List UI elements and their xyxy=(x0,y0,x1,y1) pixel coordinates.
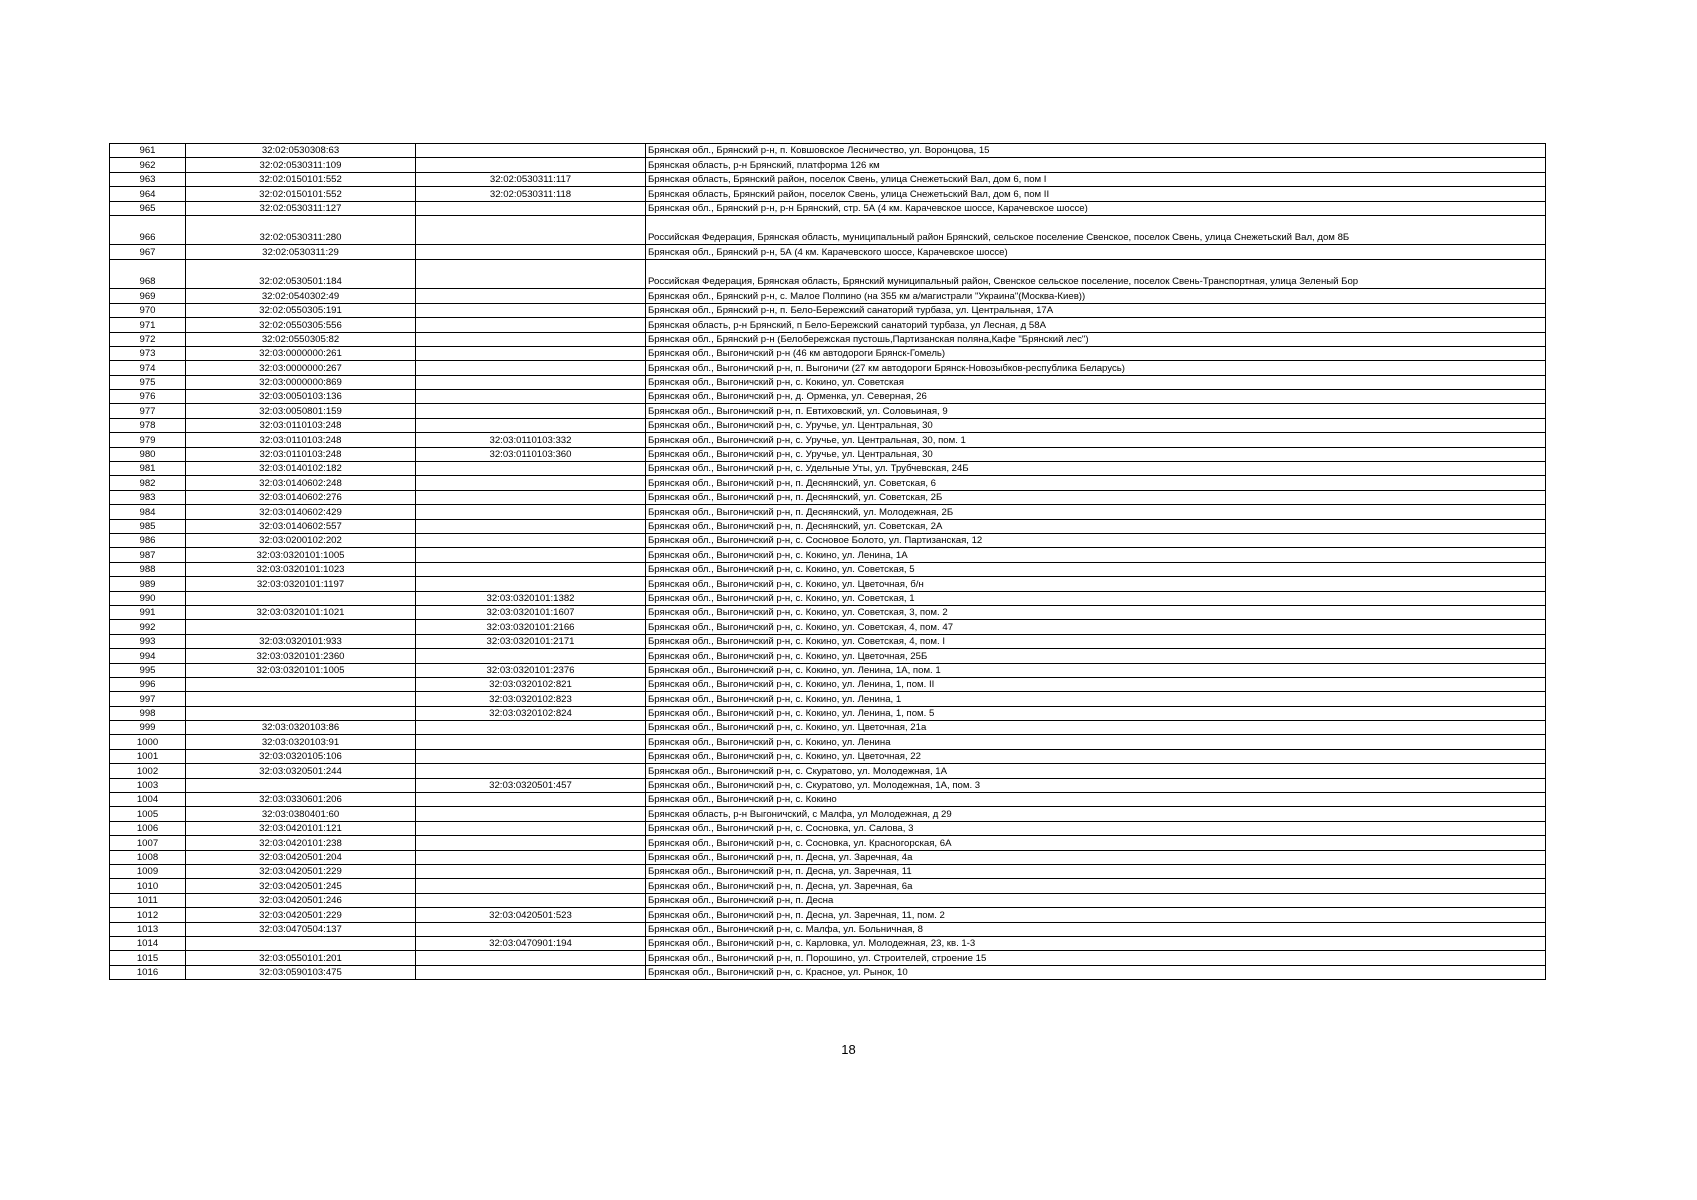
table-row xyxy=(110,706,1546,720)
address-cell: Брянская обл., Брянский р-н, с. Малое Полпино (на 355 км а/магистрали "Украина"(Москва-Киев)) xyxy=(646,289,1546,303)
room-cadastral-number-cell xyxy=(416,390,646,404)
room-cadastral-number-cell xyxy=(416,735,646,749)
row-number-cell: 968 xyxy=(110,259,186,289)
room-cadastral-number-cell xyxy=(416,749,646,763)
address-cell: Брянская обл., Выгоничский р-н, с. Кокино, ул. Ленина, 1, пом. II xyxy=(646,677,1546,691)
row-number-cell: 975 xyxy=(110,375,186,389)
room-cadastral-number-cell: 32:02:0530311:118 xyxy=(416,187,646,201)
cadastral-number-cell: 32:03:0590103:475 xyxy=(186,965,416,979)
table-row xyxy=(110,201,1546,215)
address-cell: Брянская обл., Выгоничский р-н, п. Деснянский, ул. Советская, 2Б xyxy=(646,490,1546,504)
address-cell: Брянская обл., Выгоничский р-н (46 км автодороги Брянск-Гомель) xyxy=(646,346,1546,360)
row-number-cell: 977 xyxy=(110,404,186,418)
room-cadastral-number-cell xyxy=(416,519,646,533)
room-cadastral-number-cell: 32:03:0320501:457 xyxy=(416,778,646,792)
table-row xyxy=(110,951,1546,965)
room-cadastral-number-cell: 32:03:0320102:821 xyxy=(416,677,646,691)
address-cell: Брянская обл., Выгоничский р-н, с. Кокино, ул. Ленина, 1А xyxy=(646,548,1546,562)
table-row xyxy=(110,447,1546,461)
table-row xyxy=(110,476,1546,490)
address-cell: Брянская обл., Выгоничский р-н, с. Кокино, ул. Ленина, 1А, пом. 1 xyxy=(646,663,1546,677)
row-number-cell: 1005 xyxy=(110,807,186,821)
cadastral-number-cell: 32:03:0000000:267 xyxy=(186,361,416,375)
address-cell: Брянская обл., Выгоничский р-н, с. Кокино, ул. Ленина xyxy=(646,735,1546,749)
address-cell: Брянская обл., Выгоничский р-н, п. Десна, ул. Заречная, 11 xyxy=(646,864,1546,878)
table-body xyxy=(110,144,1546,980)
table-row xyxy=(110,821,1546,835)
cadastral-number-cell: 32:02:0550305:556 xyxy=(186,318,416,332)
table-row xyxy=(110,605,1546,619)
address-cell: Брянская обл., Выгоничский р-н, с. Кокино, ул. Советская, 1 xyxy=(646,591,1546,605)
row-number-cell: 962 xyxy=(110,158,186,172)
row-number-cell: 998 xyxy=(110,706,186,720)
row-number-cell: 1007 xyxy=(110,836,186,850)
table-row xyxy=(110,505,1546,519)
table-row xyxy=(110,332,1546,346)
row-number-cell: 981 xyxy=(110,462,186,476)
row-number-cell: 973 xyxy=(110,346,186,360)
table-row xyxy=(110,462,1546,476)
table-row xyxy=(110,764,1546,778)
room-cadastral-number-cell xyxy=(416,404,646,418)
table-row xyxy=(110,490,1546,504)
address-cell: Брянская обл., Выгоничский р-н, с. Кокино, ул. Цветочная, 22 xyxy=(646,749,1546,763)
table-row xyxy=(110,158,1546,172)
table-row xyxy=(110,289,1546,303)
room-cadastral-number-cell xyxy=(416,418,646,432)
address-cell: Брянская обл., Выгоничский р-н, с. Скуратово, ул. Молодежная, 1А xyxy=(646,764,1546,778)
address-cell: Брянская обл., Выгоничский р-н, с. Кокино, ул. Советская, 5 xyxy=(646,562,1546,576)
table-row xyxy=(110,721,1546,735)
cadastral-number-cell: 32:03:0550101:201 xyxy=(186,951,416,965)
room-cadastral-number-cell xyxy=(416,158,646,172)
address-cell: Брянская обл., Выгоничский р-н, с. Кокино xyxy=(646,793,1546,807)
row-number-cell: 995 xyxy=(110,663,186,677)
table-row xyxy=(110,936,1546,950)
room-cadastral-number-cell xyxy=(416,462,646,476)
room-cadastral-number-cell xyxy=(416,649,646,663)
row-number-cell: 1012 xyxy=(110,908,186,922)
room-cadastral-number-cell xyxy=(416,259,646,289)
address-cell: Брянская обл., Выгоничский р-н, с. Кокино, ул. Ленина, 1 xyxy=(646,692,1546,706)
cadastral-number-cell: 32:03:0140602:429 xyxy=(186,505,416,519)
row-number-cell: 993 xyxy=(110,634,186,648)
room-cadastral-number-cell xyxy=(416,332,646,346)
table-row xyxy=(110,620,1546,634)
address-cell: Российская Федерация, Брянская область, муниципальный район Брянский, сельское поселение Свенское, поселок Свень, улица Снежетьский Вал, дом 8Б xyxy=(646,215,1546,245)
address-cell: Брянская обл., Выгоничский р-н, с. Сосновка, ул. Салова, 3 xyxy=(646,821,1546,835)
address-cell: Брянская обл., Брянский р-н, р-н Брянский, стр. 5А (4 км. Карачевское шоссе, Карачевское шоссе) xyxy=(646,201,1546,215)
address-cell: Брянская обл., Выгоничский р-н, с. Скуратово, ул. Молодежная, 1А, пом. 3 xyxy=(646,778,1546,792)
room-cadastral-number-cell: 32:03:0320101:1382 xyxy=(416,591,646,605)
room-cadastral-number-cell: 32:03:0110103:360 xyxy=(416,447,646,461)
cadastral-number-cell: 32:03:0320101:1021 xyxy=(186,605,416,619)
address-cell: Брянская обл., Выгоничский р-н, с. Кокино, ул. Советская, 4, пом. I xyxy=(646,634,1546,648)
cadastral-number-cell xyxy=(186,706,416,720)
address-cell: Брянская область, р-н Брянский, платформа 126 км xyxy=(646,158,1546,172)
row-number-cell: 999 xyxy=(110,721,186,735)
room-cadastral-number-cell xyxy=(416,505,646,519)
cadastral-number-cell: 32:03:0420101:238 xyxy=(186,836,416,850)
cadastral-number-cell: 32:03:0420101:121 xyxy=(186,821,416,835)
address-cell: Брянская обл., Брянский р-н, 5А (4 км. Карачевского шоссе, Карачевское шоссе) xyxy=(646,245,1546,259)
table-row xyxy=(110,677,1546,691)
room-cadastral-number-cell: 32:02:0530311:117 xyxy=(416,172,646,186)
table-row xyxy=(110,346,1546,360)
table-row xyxy=(110,187,1546,201)
room-cadastral-number-cell: 32:03:0320101:1607 xyxy=(416,605,646,619)
cadastral-number-cell: 32:03:0330601:206 xyxy=(186,793,416,807)
cadastral-number-cell: 32:03:0320501:244 xyxy=(186,764,416,778)
room-cadastral-number-cell xyxy=(416,807,646,821)
address-cell: Брянская обл., Выгоничский р-н, п. Деснянский, ул. Советская, 2А xyxy=(646,519,1546,533)
row-number-cell: 974 xyxy=(110,361,186,375)
room-cadastral-number-cell xyxy=(416,361,646,375)
table-row xyxy=(110,807,1546,821)
row-number-cell: 1011 xyxy=(110,893,186,907)
address-cell: Брянская обл., Брянский р-н (Белобережская пустошь,Партизанская поляна,Кафе "Брянский лес") xyxy=(646,332,1546,346)
row-number-cell: 967 xyxy=(110,245,186,259)
cadastral-number-cell: 32:02:0530501:184 xyxy=(186,259,416,289)
table-row xyxy=(110,562,1546,576)
cadastral-number-cell: 32:03:0320101:1005 xyxy=(186,663,416,677)
row-number-cell: 1009 xyxy=(110,864,186,878)
table-row xyxy=(110,172,1546,186)
address-cell: Брянская обл., Выгоничский р-н, с. Кокино, ул. Советская xyxy=(646,375,1546,389)
row-number-cell: 969 xyxy=(110,289,186,303)
table-row xyxy=(110,850,1546,864)
table-row xyxy=(110,778,1546,792)
room-cadastral-number-cell: 32:03:0320102:823 xyxy=(416,692,646,706)
address-cell: Брянская область, р-н Выгоничский, с Малфа, ул Молодежная, д 29 xyxy=(646,807,1546,821)
row-number-cell: 1013 xyxy=(110,922,186,936)
row-number-cell: 990 xyxy=(110,591,186,605)
address-cell: Брянская обл., Выгоничский р-н, с. Сосновое Болото, ул. Партизанская, 12 xyxy=(646,533,1546,547)
cadastral-number-cell xyxy=(186,778,416,792)
cadastral-number-cell: 32:03:0420501:245 xyxy=(186,879,416,893)
room-cadastral-number-cell xyxy=(416,318,646,332)
address-cell: Брянская область, р-н Брянский, п Бело-Бережский санаторий турбаза, ул Лесная, д 58А xyxy=(646,318,1546,332)
row-number-cell: 980 xyxy=(110,447,186,461)
room-cadastral-number-cell xyxy=(416,951,646,965)
cadastral-number-cell: 32:03:0420501:229 xyxy=(186,864,416,878)
cadastral-number-cell: 32:03:0140602:276 xyxy=(186,490,416,504)
table-row xyxy=(110,749,1546,763)
row-number-cell: 971 xyxy=(110,318,186,332)
address-cell: Брянская обл., Выгоничский р-н, п. Выгоничи (27 км автодороги Брянск-Новозыбков-республика Беларусь) xyxy=(646,361,1546,375)
address-cell: Брянская обл., Выгоничский р-н, с. Кокино, ул. Цветочная, 21а xyxy=(646,721,1546,735)
row-number-cell: 985 xyxy=(110,519,186,533)
cadastral-number-cell xyxy=(186,677,416,691)
room-cadastral-number-cell xyxy=(416,821,646,835)
table-row xyxy=(110,519,1546,533)
address-cell: Брянская обл., Выгоничский р-н, д. Орменка, ул. Северная, 26 xyxy=(646,390,1546,404)
cadastral-number-cell: 32:03:0110103:248 xyxy=(186,418,416,432)
cadastral-number-cell: 32:03:0200102:202 xyxy=(186,533,416,547)
row-number-cell: 961 xyxy=(110,144,186,158)
row-number-cell: 986 xyxy=(110,533,186,547)
row-number-cell: 996 xyxy=(110,677,186,691)
row-number-cell: 966 xyxy=(110,215,186,245)
room-cadastral-number-cell xyxy=(416,864,646,878)
room-cadastral-number-cell xyxy=(416,836,646,850)
row-number-cell: 978 xyxy=(110,418,186,432)
address-cell: Российская Федерация, Брянская область, Брянский муниципальный район, Свенское сельское поселение, поселок Свень-Транспортная, улица Зеленый Бор xyxy=(646,259,1546,289)
table-row xyxy=(110,864,1546,878)
room-cadastral-number-cell xyxy=(416,721,646,735)
cadastral-number-cell: 32:03:0140602:557 xyxy=(186,519,416,533)
row-number-cell: 1010 xyxy=(110,879,186,893)
table-row xyxy=(110,735,1546,749)
table-row xyxy=(110,318,1546,332)
cadastral-number-cell: 32:03:0320101:1023 xyxy=(186,562,416,576)
table-row xyxy=(110,259,1546,289)
room-cadastral-number-cell xyxy=(416,577,646,591)
address-cell: Брянская обл., Выгоничский р-н, с. Кокино, ул. Советская, 4, пом. 47 xyxy=(646,620,1546,634)
cadastral-number-cell: 32:03:0110103:248 xyxy=(186,433,416,447)
address-cell: Брянская область, Брянский район, поселок Свень, улица Снежетьский Вал, дом 6, пом II xyxy=(646,187,1546,201)
table-row xyxy=(110,836,1546,850)
cadastral-number-cell xyxy=(186,692,416,706)
cadastral-number-cell: 32:02:0530311:127 xyxy=(186,201,416,215)
room-cadastral-number-cell xyxy=(416,533,646,547)
row-number-cell: 972 xyxy=(110,332,186,346)
cadastral-number-cell: 32:02:0540302:49 xyxy=(186,289,416,303)
row-number-cell: 983 xyxy=(110,490,186,504)
cadastral-number-cell xyxy=(186,620,416,634)
room-cadastral-number-cell xyxy=(416,793,646,807)
row-number-cell: 994 xyxy=(110,649,186,663)
room-cadastral-number-cell: 32:03:0420501:523 xyxy=(416,908,646,922)
cadastral-number-cell: 32:03:0380401:60 xyxy=(186,807,416,821)
address-cell: Брянская обл., Выгоничский р-н, с. Кокино, ул. Цветочная, 25Б xyxy=(646,649,1546,663)
cadastral-number-cell: 32:03:0320103:86 xyxy=(186,721,416,735)
room-cadastral-number-cell xyxy=(416,289,646,303)
row-number-cell: 992 xyxy=(110,620,186,634)
room-cadastral-number-cell xyxy=(416,922,646,936)
row-number-cell: 984 xyxy=(110,505,186,519)
table-row xyxy=(110,634,1546,648)
table-row xyxy=(110,577,1546,591)
cadastral-number-cell: 32:02:0150101:552 xyxy=(186,187,416,201)
row-number-cell: 988 xyxy=(110,562,186,576)
row-number-cell: 1016 xyxy=(110,965,186,979)
table-row xyxy=(110,418,1546,432)
table-row xyxy=(110,548,1546,562)
document-table xyxy=(109,143,1546,980)
cadastral-number-cell: 32:02:0530311:29 xyxy=(186,245,416,259)
table-row xyxy=(110,965,1546,979)
row-number-cell: 989 xyxy=(110,577,186,591)
cadastral-number-cell: 32:02:0530311:109 xyxy=(186,158,416,172)
address-cell: Брянская обл., Выгоничский р-н, п. Десна xyxy=(646,893,1546,907)
cadastral-number-cell: 32:03:0420501:229 xyxy=(186,908,416,922)
address-cell: Брянская обл., Выгоничский р-н, с. Кокино, ул. Цветочная, б/н xyxy=(646,577,1546,591)
table-row xyxy=(110,215,1546,245)
row-number-cell: 1006 xyxy=(110,821,186,835)
cadastral-number-cell: 32:03:0000000:261 xyxy=(186,346,416,360)
table-row xyxy=(110,793,1546,807)
table-row xyxy=(110,375,1546,389)
room-cadastral-number-cell xyxy=(416,965,646,979)
table-row xyxy=(110,591,1546,605)
address-cell: Брянская обл., Выгоничский р-н, п. Десна, ул. Заречная, 11, пом. 2 xyxy=(646,908,1546,922)
row-number-cell: 982 xyxy=(110,476,186,490)
row-number-cell: 963 xyxy=(110,172,186,186)
room-cadastral-number-cell: 32:03:0320101:2171 xyxy=(416,634,646,648)
room-cadastral-number-cell xyxy=(416,144,646,158)
row-number-cell: 964 xyxy=(110,187,186,201)
room-cadastral-number-cell xyxy=(416,201,646,215)
row-number-cell: 1000 xyxy=(110,735,186,749)
cadastral-number-cell: 32:03:0420501:246 xyxy=(186,893,416,907)
table-row xyxy=(110,663,1546,677)
room-cadastral-number-cell xyxy=(416,850,646,864)
cadastral-number-cell: 32:03:0320103:91 xyxy=(186,735,416,749)
room-cadastral-number-cell: 32:03:0320101:2166 xyxy=(416,620,646,634)
row-number-cell: 979 xyxy=(110,433,186,447)
cadastral-number-cell: 32:03:0420501:204 xyxy=(186,850,416,864)
cadastral-number-cell: 32:03:0320105:106 xyxy=(186,749,416,763)
table-row xyxy=(110,245,1546,259)
cadastral-number-cell: 32:03:0320101:933 xyxy=(186,634,416,648)
cadastral-number-cell xyxy=(186,591,416,605)
row-number-cell: 965 xyxy=(110,201,186,215)
table-row xyxy=(110,433,1546,447)
address-cell: Брянская обл., Выгоничский р-н, с. Удельные Уты, ул. Трубчевская, 24Б xyxy=(646,462,1546,476)
address-cell: Брянская обл., Выгоничский р-н, с. Кокино, ул. Ленина, 1, пом. 5 xyxy=(646,706,1546,720)
table-row xyxy=(110,144,1546,158)
room-cadastral-number-cell xyxy=(416,490,646,504)
row-number-cell: 970 xyxy=(110,303,186,317)
row-number-cell: 1008 xyxy=(110,850,186,864)
cadastral-number-cell: 32:02:0530311:280 xyxy=(186,215,416,245)
address-cell: Брянская обл., Выгоничский р-н, п. Порошино, ул. Строителей, строение 15 xyxy=(646,951,1546,965)
address-cell: Брянская обл., Выгоничский р-н, с. Уручье, ул. Центральная, 30 xyxy=(646,418,1546,432)
row-number-cell: 976 xyxy=(110,390,186,404)
table-row xyxy=(110,303,1546,317)
row-number-cell: 1002 xyxy=(110,764,186,778)
table-row xyxy=(110,692,1546,706)
table-row xyxy=(110,533,1546,547)
cadastral-number-cell: 32:03:0050103:136 xyxy=(186,390,416,404)
cadastral-number-cell: 32:02:0150101:552 xyxy=(186,172,416,186)
table-row xyxy=(110,922,1546,936)
address-cell: Брянская обл., Выгоничский р-н, с. Малфа, ул. Больничная, 8 xyxy=(646,922,1546,936)
table-row xyxy=(110,879,1546,893)
row-number-cell: 1015 xyxy=(110,951,186,965)
cadastral-number-cell: 32:02:0530308:63 xyxy=(186,144,416,158)
room-cadastral-number-cell xyxy=(416,893,646,907)
room-cadastral-number-cell xyxy=(416,764,646,778)
row-number-cell: 987 xyxy=(110,548,186,562)
address-cell: Брянская обл., Выгоничский р-н, п. Деснянский, ул. Советская, 6 xyxy=(646,476,1546,490)
cadastral-number-cell: 32:02:0550305:191 xyxy=(186,303,416,317)
cadastral-number-cell: 32:03:0050801:159 xyxy=(186,404,416,418)
cadastral-number-cell: 32:03:0110103:248 xyxy=(186,447,416,461)
row-number-cell: 1014 xyxy=(110,936,186,950)
room-cadastral-number-cell xyxy=(416,245,646,259)
row-number-cell: 1001 xyxy=(110,749,186,763)
cadastral-number-cell: 32:03:0470504:137 xyxy=(186,922,416,936)
table-row xyxy=(110,390,1546,404)
address-cell: Брянская обл., Выгоничский р-н, с. Карловка, ул. Молодежная, 23, кв. 1-3 xyxy=(646,936,1546,950)
address-cell: Брянская обл., Брянский р-н, п. Ковшовское Лесничество, ул. Воронцова, 15 xyxy=(646,144,1546,158)
room-cadastral-number-cell xyxy=(416,215,646,245)
table-row xyxy=(110,649,1546,663)
room-cadastral-number-cell xyxy=(416,375,646,389)
address-cell: Брянская обл., Выгоничский р-н, п. Десна, ул. Заречная, 6а xyxy=(646,879,1546,893)
room-cadastral-number-cell: 32:03:0320102:824 xyxy=(416,706,646,720)
room-cadastral-number-cell xyxy=(416,879,646,893)
page-number: 18 xyxy=(841,1042,856,1057)
room-cadastral-number-cell xyxy=(416,548,646,562)
table-row xyxy=(110,908,1546,922)
row-number-cell: 1003 xyxy=(110,778,186,792)
address-cell: Брянская область, Брянский район, поселок Свень, улица Снежетьский Вал, дом 6, пом I xyxy=(646,172,1546,186)
address-cell: Брянская обл., Выгоничский р-н, с. Уручье, ул. Центральная, 30 xyxy=(646,447,1546,461)
address-cell: Брянская обл., Брянский р-н, п. Бело-Бережский санаторий турбаза, ул. Центральная, 17А xyxy=(646,303,1546,317)
address-cell: Брянская обл., Выгоничский р-н, п. Евтиховский, ул. Соловьиная, 9 xyxy=(646,404,1546,418)
room-cadastral-number-cell: 32:03:0320101:2376 xyxy=(416,663,646,677)
room-cadastral-number-cell xyxy=(416,346,646,360)
address-cell: Брянская обл., Выгоничский р-н, с. Уручье, ул. Центральная, 30, пом. 1 xyxy=(646,433,1546,447)
address-cell: Брянская обл., Выгоничский р-н, с. Красное, ул. Рынок, 10 xyxy=(646,965,1546,979)
cadastral-number-cell: 32:03:0320101:1197 xyxy=(186,577,416,591)
room-cadastral-number-cell xyxy=(416,476,646,490)
address-cell: Брянская обл., Выгоничский р-н, с. Сосновка, ул. Красногорская, 6А xyxy=(646,836,1546,850)
cadastral-number-cell: 32:03:0140102:182 xyxy=(186,462,416,476)
row-number-cell: 991 xyxy=(110,605,186,619)
cadastral-number-cell: 32:03:0320101:2360 xyxy=(186,649,416,663)
row-number-cell: 997 xyxy=(110,692,186,706)
row-number-cell: 1004 xyxy=(110,793,186,807)
room-cadastral-number-cell: 32:03:0470901:194 xyxy=(416,936,646,950)
cadastral-number-cell: 32:03:0320101:1005 xyxy=(186,548,416,562)
cadastral-number-cell: 32:03:0000000:869 xyxy=(186,375,416,389)
cadastral-number-cell: 32:02:0550305:82 xyxy=(186,332,416,346)
address-cell: Брянская обл., Выгоничский р-н, п. Десна, ул. Заречная, 4а xyxy=(646,850,1546,864)
table-row xyxy=(110,404,1546,418)
room-cadastral-number-cell: 32:03:0110103:332 xyxy=(416,433,646,447)
table-row xyxy=(110,361,1546,375)
cadastral-number-cell: 32:03:0140602:248 xyxy=(186,476,416,490)
table-row xyxy=(110,893,1546,907)
cadastral-number-cell xyxy=(186,936,416,950)
address-cell: Брянская обл., Выгоничский р-н, с. Кокино, ул. Советская, 3, пом. 2 xyxy=(646,605,1546,619)
room-cadastral-number-cell xyxy=(416,303,646,317)
address-cell: Брянская обл., Выгоничский р-н, п. Деснянский, ул. Молодежная, 2Б xyxy=(646,505,1546,519)
room-cadastral-number-cell xyxy=(416,562,646,576)
